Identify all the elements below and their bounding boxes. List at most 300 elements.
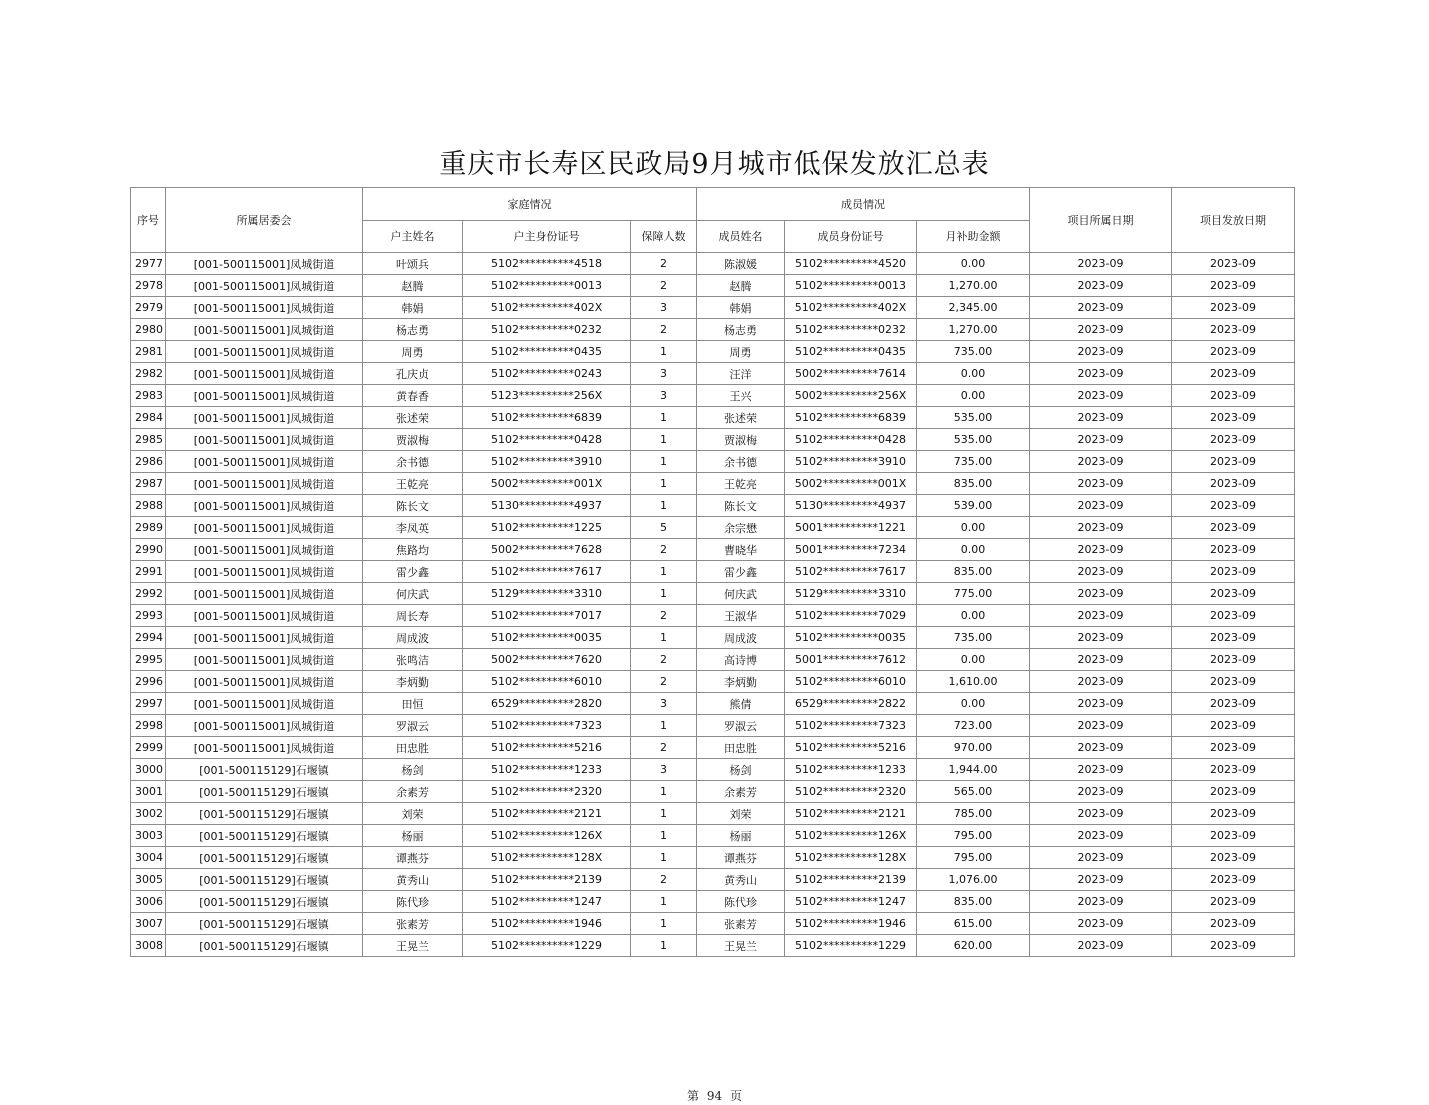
cell-head-id: 5102**********0435 xyxy=(463,341,631,363)
cell-monthly-subsidy: 620.00 xyxy=(917,935,1030,957)
cell-project-date: 2023-09 xyxy=(1030,627,1172,649)
table-row xyxy=(131,319,1295,341)
cell-seq: 2997 xyxy=(131,693,166,715)
cell-head-id: 5130**********4937 xyxy=(463,495,631,517)
cell-member-id: 5102**********2139 xyxy=(785,869,917,891)
cell-insured-count: 1 xyxy=(631,451,697,473)
cell-monthly-subsidy: 785.00 xyxy=(917,803,1030,825)
cell-household-head: 周成波 xyxy=(363,627,463,649)
cell-household-head: 周勇 xyxy=(363,341,463,363)
cell-household-head: 李凤英 xyxy=(363,517,463,539)
cell-household-head: 孔庆贞 xyxy=(363,363,463,385)
cell-member-id: 5001**********1221 xyxy=(785,517,917,539)
cell-committee: [001-500115001]凤城街道 xyxy=(166,671,363,693)
cell-project-date: 2023-09 xyxy=(1030,693,1172,715)
cell-project-date: 2023-09 xyxy=(1030,737,1172,759)
cell-member-name: 田忠胜 xyxy=(697,737,785,759)
cell-household-head: 余书德 xyxy=(363,451,463,473)
cell-committee: [001-500115129]石堰镇 xyxy=(166,913,363,935)
table-row xyxy=(131,803,1295,825)
cell-member-id: 5102**********0035 xyxy=(785,627,917,649)
cell-insured-count: 2 xyxy=(631,253,697,275)
cell-seq: 3006 xyxy=(131,891,166,913)
cell-household-head: 李炳勤 xyxy=(363,671,463,693)
table-row xyxy=(131,473,1295,495)
cell-committee: [001-500115001]凤城街道 xyxy=(166,429,363,451)
cell-insured-count: 1 xyxy=(631,825,697,847)
cell-release-date: 2023-09 xyxy=(1172,297,1295,319)
cell-insured-count: 2 xyxy=(631,275,697,297)
cell-monthly-subsidy: 0.00 xyxy=(917,693,1030,715)
cell-member-id: 5102**********2121 xyxy=(785,803,917,825)
cell-seq: 3004 xyxy=(131,847,166,869)
cell-committee: [001-500115129]石堰镇 xyxy=(166,935,363,957)
cell-member-id: 5102**********3910 xyxy=(785,451,917,473)
cell-monthly-subsidy: 1,610.00 xyxy=(917,671,1030,693)
header-family-group: 家庭情况 xyxy=(363,188,697,221)
cell-household-head: 韩娟 xyxy=(363,297,463,319)
cell-insured-count: 3 xyxy=(631,363,697,385)
table-row xyxy=(131,891,1295,913)
header-monthly-subsidy: 月补助金额 xyxy=(917,220,1030,253)
cell-release-date: 2023-09 xyxy=(1172,385,1295,407)
cell-head-id: 5102**********126X xyxy=(463,825,631,847)
header-household-head: 户主姓名 xyxy=(363,220,463,253)
table-row xyxy=(131,539,1295,561)
cell-household-head: 刘荣 xyxy=(363,803,463,825)
cell-insured-count: 1 xyxy=(631,429,697,451)
header-insured-count: 保障人数 xyxy=(631,220,697,253)
cell-release-date: 2023-09 xyxy=(1172,935,1295,957)
cell-seq: 2979 xyxy=(131,297,166,319)
cell-project-date: 2023-09 xyxy=(1030,891,1172,913)
cell-member-name: 余书德 xyxy=(697,451,785,473)
cell-member-name: 余宗懋 xyxy=(697,517,785,539)
cell-head-id: 5129**********3310 xyxy=(463,583,631,605)
cell-member-id: 5102**********0232 xyxy=(785,319,917,341)
cell-member-id: 5002**********256X xyxy=(785,385,917,407)
table-row xyxy=(131,363,1295,385)
cell-project-date: 2023-09 xyxy=(1030,869,1172,891)
cell-project-date: 2023-09 xyxy=(1030,297,1172,319)
header-project-date: 项目所属日期 xyxy=(1030,188,1172,253)
cell-household-head: 何庆武 xyxy=(363,583,463,605)
cell-monthly-subsidy: 535.00 xyxy=(917,429,1030,451)
cell-head-id: 5102**********1233 xyxy=(463,759,631,781)
cell-insured-count: 1 xyxy=(631,495,697,517)
cell-seq: 2977 xyxy=(131,253,166,275)
cell-member-name: 杨志勇 xyxy=(697,319,785,341)
cell-member-name: 李炳勤 xyxy=(697,671,785,693)
cell-committee: [001-500115001]凤城街道 xyxy=(166,297,363,319)
cell-insured-count: 2 xyxy=(631,539,697,561)
cell-committee: [001-500115001]凤城街道 xyxy=(166,495,363,517)
cell-member-id: 5102**********1247 xyxy=(785,891,917,913)
header-release-date: 项目发放日期 xyxy=(1172,188,1295,253)
header-member-name: 成员姓名 xyxy=(697,220,785,253)
cell-head-id: 5002**********7620 xyxy=(463,649,631,671)
cell-member-id: 5102**********128X xyxy=(785,847,917,869)
cell-head-id: 5002**********001X xyxy=(463,473,631,495)
cell-project-date: 2023-09 xyxy=(1030,671,1172,693)
cell-insured-count: 5 xyxy=(631,517,697,539)
cell-member-name: 赵腾 xyxy=(697,275,785,297)
cell-seq: 2994 xyxy=(131,627,166,649)
cell-release-date: 2023-09 xyxy=(1172,913,1295,935)
cell-household-head: 贾淑梅 xyxy=(363,429,463,451)
cell-head-id: 5102**********2121 xyxy=(463,803,631,825)
cell-head-id: 5102**********7323 xyxy=(463,715,631,737)
cell-release-date: 2023-09 xyxy=(1172,649,1295,671)
cell-committee: [001-500115001]凤城街道 xyxy=(166,517,363,539)
page-title: 重庆市长寿区民政局9月城市低保发放汇总表 xyxy=(439,149,990,180)
cell-project-date: 2023-09 xyxy=(1030,407,1172,429)
cell-insured-count: 1 xyxy=(631,561,697,583)
page-footer xyxy=(0,1087,1429,1104)
table-row xyxy=(131,781,1295,803)
cell-member-name: 周成波 xyxy=(697,627,785,649)
cell-project-date: 2023-09 xyxy=(1030,429,1172,451)
cell-member-id: 5001**********7234 xyxy=(785,539,917,561)
cell-project-date: 2023-09 xyxy=(1030,803,1172,825)
cell-household-head: 叶颂兵 xyxy=(363,253,463,275)
cell-insured-count: 1 xyxy=(631,913,697,935)
cell-member-id: 5102**********6010 xyxy=(785,671,917,693)
cell-head-id: 5102**********2139 xyxy=(463,869,631,891)
cell-insured-count: 1 xyxy=(631,935,697,957)
cell-committee: [001-500115001]凤城街道 xyxy=(166,407,363,429)
cell-member-name: 罗淑云 xyxy=(697,715,785,737)
cell-insured-count: 1 xyxy=(631,715,697,737)
cell-head-id: 5102**********402X xyxy=(463,297,631,319)
cell-member-name: 雷少鑫 xyxy=(697,561,785,583)
cell-household-head: 张素芳 xyxy=(363,913,463,935)
cell-monthly-subsidy: 835.00 xyxy=(917,473,1030,495)
cell-seq: 3002 xyxy=(131,803,166,825)
table-row xyxy=(131,385,1295,407)
cell-insured-count: 3 xyxy=(631,759,697,781)
cell-member-name: 陈长文 xyxy=(697,495,785,517)
header-committee: 所属居委会 xyxy=(166,188,363,253)
cell-monthly-subsidy: 970.00 xyxy=(917,737,1030,759)
cell-household-head: 张述荣 xyxy=(363,407,463,429)
cell-seq: 2978 xyxy=(131,275,166,297)
cell-member-name: 韩娟 xyxy=(697,297,785,319)
cell-member-id: 5102**********4520 xyxy=(785,253,917,275)
header-member-group: 成员情况 xyxy=(697,188,1030,221)
cell-member-name: 黄秀山 xyxy=(697,869,785,891)
cell-seq: 2982 xyxy=(131,363,166,385)
cell-household-head: 谭燕芬 xyxy=(363,847,463,869)
cell-member-name: 陈代珍 xyxy=(697,891,785,913)
cell-household-head: 周长寿 xyxy=(363,605,463,627)
cell-household-head: 黄春香 xyxy=(363,385,463,407)
cell-household-head: 王晃兰 xyxy=(363,935,463,957)
cell-member-name: 汪洋 xyxy=(697,363,785,385)
cell-project-date: 2023-09 xyxy=(1030,495,1172,517)
page-number: 94 xyxy=(706,1089,723,1103)
cell-household-head: 余素芳 xyxy=(363,781,463,803)
cell-seq: 2996 xyxy=(131,671,166,693)
cell-member-name: 杨丽 xyxy=(697,825,785,847)
cell-monthly-subsidy: 535.00 xyxy=(917,407,1030,429)
cell-insured-count: 1 xyxy=(631,341,697,363)
cell-committee: [001-500115129]石堰镇 xyxy=(166,781,363,803)
cell-project-date: 2023-09 xyxy=(1030,517,1172,539)
cell-seq: 3005 xyxy=(131,869,166,891)
cell-member-name: 杨剑 xyxy=(697,759,785,781)
cell-release-date: 2023-09 xyxy=(1172,517,1295,539)
table-row xyxy=(131,451,1295,473)
cell-member-name: 贾淑梅 xyxy=(697,429,785,451)
cell-household-head: 田恒 xyxy=(363,693,463,715)
cell-seq: 2991 xyxy=(131,561,166,583)
cell-insured-count: 2 xyxy=(631,737,697,759)
cell-household-head: 黄秀山 xyxy=(363,869,463,891)
cell-seq: 3000 xyxy=(131,759,166,781)
cell-insured-count: 1 xyxy=(631,803,697,825)
cell-member-id: 5102**********1946 xyxy=(785,913,917,935)
cell-monthly-subsidy: 0.00 xyxy=(917,605,1030,627)
cell-seq: 2998 xyxy=(131,715,166,737)
cell-release-date: 2023-09 xyxy=(1172,605,1295,627)
cell-release-date: 2023-09 xyxy=(1172,891,1295,913)
cell-household-head: 杨剑 xyxy=(363,759,463,781)
cell-committee: [001-500115001]凤城街道 xyxy=(166,649,363,671)
cell-project-date: 2023-09 xyxy=(1030,649,1172,671)
cell-release-date: 2023-09 xyxy=(1172,495,1295,517)
cell-seq: 2988 xyxy=(131,495,166,517)
cell-release-date: 2023-09 xyxy=(1172,759,1295,781)
cell-monthly-subsidy: 1,270.00 xyxy=(917,319,1030,341)
cell-release-date: 2023-09 xyxy=(1172,539,1295,561)
cell-committee: [001-500115001]凤城街道 xyxy=(166,693,363,715)
cell-head-id: 5102**********0243 xyxy=(463,363,631,385)
cell-household-head: 王乾亮 xyxy=(363,473,463,495)
cell-committee: [001-500115001]凤城街道 xyxy=(166,539,363,561)
cell-head-id: 5102**********1247 xyxy=(463,891,631,913)
cell-project-date: 2023-09 xyxy=(1030,451,1172,473)
cell-head-id: 5102**********1225 xyxy=(463,517,631,539)
cell-project-date: 2023-09 xyxy=(1030,583,1172,605)
cell-head-id: 6529**********2820 xyxy=(463,693,631,715)
cell-monthly-subsidy: 795.00 xyxy=(917,825,1030,847)
cell-member-name: 王淑华 xyxy=(697,605,785,627)
cell-household-head: 张鸣洁 xyxy=(363,649,463,671)
cell-monthly-subsidy: 615.00 xyxy=(917,913,1030,935)
table-row xyxy=(131,583,1295,605)
cell-committee: [001-500115001]凤城街道 xyxy=(166,363,363,385)
cell-committee: [001-500115001]凤城街道 xyxy=(166,561,363,583)
cell-committee: [001-500115129]石堰镇 xyxy=(166,803,363,825)
cell-project-date: 2023-09 xyxy=(1030,759,1172,781)
cell-head-id: 5102**********4518 xyxy=(463,253,631,275)
cell-head-id: 5002**********7628 xyxy=(463,539,631,561)
table-row xyxy=(131,275,1295,297)
cell-head-id: 5102**********6010 xyxy=(463,671,631,693)
cell-member-name: 刘荣 xyxy=(697,803,785,825)
cell-member-name: 高诗博 xyxy=(697,649,785,671)
cell-member-id: 5102**********6839 xyxy=(785,407,917,429)
table-row xyxy=(131,341,1295,363)
cell-household-head: 陈长文 xyxy=(363,495,463,517)
table-row xyxy=(131,495,1295,517)
cell-member-id: 5002**********001X xyxy=(785,473,917,495)
cell-monthly-subsidy: 835.00 xyxy=(917,561,1030,583)
cell-release-date: 2023-09 xyxy=(1172,407,1295,429)
cell-household-head: 陈代珍 xyxy=(363,891,463,913)
cell-committee: [001-500115001]凤城街道 xyxy=(166,341,363,363)
cell-monthly-subsidy: 2,345.00 xyxy=(917,297,1030,319)
cell-monthly-subsidy: 723.00 xyxy=(917,715,1030,737)
table-row xyxy=(131,627,1295,649)
cell-monthly-subsidy: 0.00 xyxy=(917,363,1030,385)
cell-insured-count: 2 xyxy=(631,605,697,627)
cell-member-id: 5102**********1233 xyxy=(785,759,917,781)
cell-head-id: 5102**********7617 xyxy=(463,561,631,583)
footer-suffix: 页 xyxy=(729,1089,742,1103)
footer-prefix: 第 xyxy=(687,1089,700,1103)
cell-insured-count: 2 xyxy=(631,649,697,671)
cell-release-date: 2023-09 xyxy=(1172,561,1295,583)
cell-committee: [001-500115001]凤城街道 xyxy=(166,275,363,297)
cell-member-name: 张述荣 xyxy=(697,407,785,429)
cell-monthly-subsidy: 0.00 xyxy=(917,649,1030,671)
cell-release-date: 2023-09 xyxy=(1172,275,1295,297)
cell-seq: 2999 xyxy=(131,737,166,759)
cell-member-id: 5130**********4937 xyxy=(785,495,917,517)
cell-member-name: 何庆武 xyxy=(697,583,785,605)
cell-monthly-subsidy: 735.00 xyxy=(917,451,1030,473)
cell-release-date: 2023-09 xyxy=(1172,627,1295,649)
cell-monthly-subsidy: 735.00 xyxy=(917,627,1030,649)
cell-release-date: 2023-09 xyxy=(1172,781,1295,803)
cell-insured-count: 3 xyxy=(631,693,697,715)
cell-committee: [001-500115001]凤城街道 xyxy=(166,583,363,605)
cell-release-date: 2023-09 xyxy=(1172,341,1295,363)
cell-seq: 3007 xyxy=(131,913,166,935)
table-row xyxy=(131,429,1295,451)
cell-member-id: 5102**********1229 xyxy=(785,935,917,957)
cell-insured-count: 3 xyxy=(631,297,697,319)
cell-head-id: 5102**********0013 xyxy=(463,275,631,297)
cell-monthly-subsidy: 1,944.00 xyxy=(917,759,1030,781)
cell-seq: 2986 xyxy=(131,451,166,473)
table-row xyxy=(131,715,1295,737)
cell-head-id: 5102**********3910 xyxy=(463,451,631,473)
cell-committee: [001-500115129]石堰镇 xyxy=(166,869,363,891)
table-body xyxy=(131,253,1295,957)
cell-release-date: 2023-09 xyxy=(1172,429,1295,451)
cell-committee: [001-500115129]石堰镇 xyxy=(166,825,363,847)
table-row xyxy=(131,649,1295,671)
cell-seq: 2993 xyxy=(131,605,166,627)
table-row xyxy=(131,825,1295,847)
cell-seq: 2992 xyxy=(131,583,166,605)
cell-project-date: 2023-09 xyxy=(1030,473,1172,495)
cell-committee: [001-500115001]凤城街道 xyxy=(166,385,363,407)
cell-seq: 3001 xyxy=(131,781,166,803)
cell-monthly-subsidy: 735.00 xyxy=(917,341,1030,363)
cell-release-date: 2023-09 xyxy=(1172,671,1295,693)
cell-member-name: 曹晓华 xyxy=(697,539,785,561)
cell-insured-count: 2 xyxy=(631,319,697,341)
cell-member-name: 周勇 xyxy=(697,341,785,363)
cell-seq: 2987 xyxy=(131,473,166,495)
cell-project-date: 2023-09 xyxy=(1030,715,1172,737)
cell-head-id: 5102**********1946 xyxy=(463,913,631,935)
cell-project-date: 2023-09 xyxy=(1030,561,1172,583)
table-row xyxy=(131,407,1295,429)
table-row xyxy=(131,847,1295,869)
cell-release-date: 2023-09 xyxy=(1172,869,1295,891)
cell-insured-count: 1 xyxy=(631,891,697,913)
cell-project-date: 2023-09 xyxy=(1030,319,1172,341)
cell-insured-count: 3 xyxy=(631,385,697,407)
cell-release-date: 2023-09 xyxy=(1172,825,1295,847)
cell-seq: 2989 xyxy=(131,517,166,539)
cell-head-id: 5102**********0035 xyxy=(463,627,631,649)
cell-household-head: 赵腾 xyxy=(363,275,463,297)
cell-release-date: 2023-09 xyxy=(1172,363,1295,385)
cell-release-date: 2023-09 xyxy=(1172,693,1295,715)
cell-household-head: 罗淑云 xyxy=(363,715,463,737)
header-head-id: 户主身份证号 xyxy=(463,220,631,253)
cell-member-id: 5102**********7323 xyxy=(785,715,917,737)
cell-project-date: 2023-09 xyxy=(1030,935,1172,957)
table-row xyxy=(131,913,1295,935)
cell-seq: 2981 xyxy=(131,341,166,363)
cell-member-id: 5129**********3310 xyxy=(785,583,917,605)
cell-member-id: 5102**********5216 xyxy=(785,737,917,759)
cell-project-date: 2023-09 xyxy=(1030,847,1172,869)
cell-project-date: 2023-09 xyxy=(1030,385,1172,407)
cell-head-id: 5102**********1229 xyxy=(463,935,631,957)
cell-member-id: 5102**********0013 xyxy=(785,275,917,297)
cell-insured-count: 1 xyxy=(631,407,697,429)
table-row xyxy=(131,693,1295,715)
cell-project-date: 2023-09 xyxy=(1030,825,1172,847)
cell-monthly-subsidy: 835.00 xyxy=(917,891,1030,913)
cell-member-name: 谭燕芬 xyxy=(697,847,785,869)
cell-member-name: 余素芳 xyxy=(697,781,785,803)
header-member-id: 成员身份证号 xyxy=(785,220,917,253)
table-row xyxy=(131,605,1295,627)
cell-household-head: 杨志勇 xyxy=(363,319,463,341)
table-row xyxy=(131,869,1295,891)
cell-seq: 2985 xyxy=(131,429,166,451)
cell-member-id: 5102**********0428 xyxy=(785,429,917,451)
cell-project-date: 2023-09 xyxy=(1030,341,1172,363)
cell-monthly-subsidy: 795.00 xyxy=(917,847,1030,869)
cell-project-date: 2023-09 xyxy=(1030,539,1172,561)
cell-member-id: 5002**********7614 xyxy=(785,363,917,385)
table-row xyxy=(131,297,1295,319)
cell-seq: 2990 xyxy=(131,539,166,561)
cell-seq: 2980 xyxy=(131,319,166,341)
cell-member-id: 5102**********7617 xyxy=(785,561,917,583)
table-row xyxy=(131,737,1295,759)
cell-project-date: 2023-09 xyxy=(1030,363,1172,385)
table-row xyxy=(131,671,1295,693)
cell-insured-count: 2 xyxy=(631,671,697,693)
cell-project-date: 2023-09 xyxy=(1030,781,1172,803)
cell-household-head: 雷少鑫 xyxy=(363,561,463,583)
cell-member-name: 王晃兰 xyxy=(697,935,785,957)
cell-committee: [001-500115001]凤城街道 xyxy=(166,715,363,737)
cell-release-date: 2023-09 xyxy=(1172,319,1295,341)
cell-release-date: 2023-09 xyxy=(1172,583,1295,605)
